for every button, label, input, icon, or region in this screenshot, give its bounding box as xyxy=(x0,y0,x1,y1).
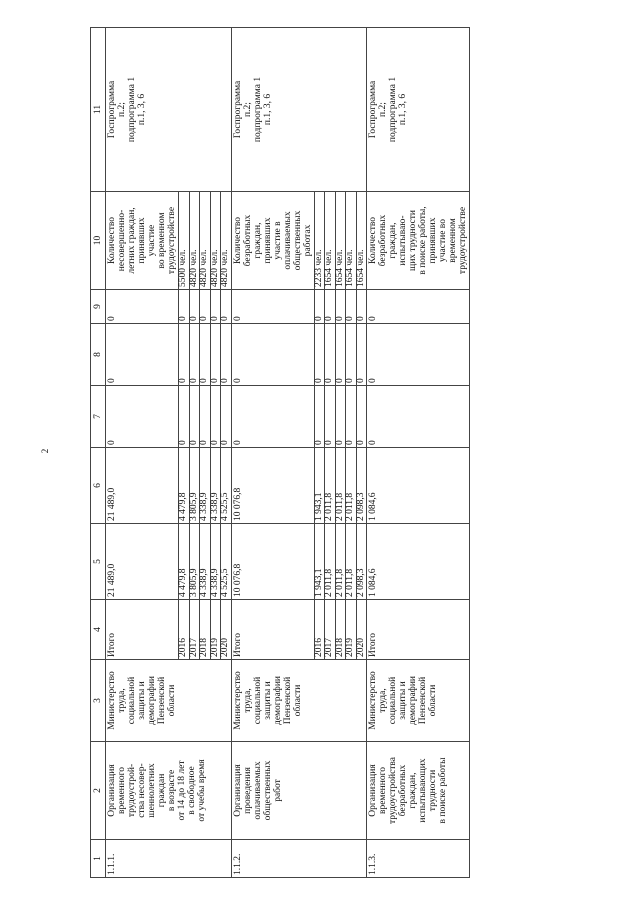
total-c7: 0 xyxy=(367,386,470,448)
year-value-c9: 0 xyxy=(210,290,221,323)
row-number: 1.1.2. xyxy=(231,840,367,878)
year-value-c8: 0 xyxy=(346,324,357,385)
year-value-c7: 0 xyxy=(325,386,336,447)
year-value-c8: 0 xyxy=(200,324,211,385)
year-value-c6: 2 011,8 xyxy=(346,448,357,523)
year-column-c6 xyxy=(314,448,367,524)
table-row xyxy=(367,28,470,878)
table-row xyxy=(231,28,314,878)
total-regional: 10 076,8 xyxy=(231,448,314,524)
year-value-c8: 0 xyxy=(335,324,346,385)
year-column-ind xyxy=(179,192,232,290)
year-value-ind: 1654 чел. xyxy=(346,192,357,289)
year-value-ind: 4820 чел. xyxy=(221,192,231,289)
program-ref: Госпрограмма п.2; подпрограмма 1 п.1, 3, 6 xyxy=(231,28,367,192)
total-regional: 1 084,6 xyxy=(367,448,470,524)
year-value-ind: 4820 чел. xyxy=(200,192,211,289)
total-regional: 21 489,0 xyxy=(106,448,179,524)
total-label: Итого xyxy=(106,600,179,660)
year-column-year xyxy=(179,600,232,660)
year-value-year: 2019 xyxy=(210,600,221,659)
column-header-11: 11 xyxy=(91,28,106,192)
row-number: 1.1.3. xyxy=(367,840,470,878)
year-value-c7: 0 xyxy=(335,386,346,447)
year-value-c7: 0 xyxy=(210,386,221,447)
year-value-year: 2020 xyxy=(221,600,231,659)
total-c8: 0 xyxy=(231,324,314,386)
year-value-c9: 0 xyxy=(325,290,336,323)
executor: Министерство труда, социальной защиты и демографии Пензенской области xyxy=(231,660,367,742)
total-c9: 0 xyxy=(367,290,470,324)
year-value-c8: 0 xyxy=(325,324,336,385)
year-column-c9 xyxy=(314,290,367,324)
measure-name: Организация проведения оплачиваемых общественных работ xyxy=(231,742,367,840)
year-value-year: 2017 xyxy=(189,600,200,659)
total-c8: 0 xyxy=(106,324,179,386)
year-value-c7: 0 xyxy=(356,386,366,447)
page-number: 2 xyxy=(40,448,50,454)
column-header-1: 1 xyxy=(91,840,106,878)
total-label: Итого xyxy=(367,600,470,660)
year-value-c5: 2 098,3 xyxy=(356,524,366,599)
year-value-c7: 0 xyxy=(221,386,231,447)
year-value-year: 2017 xyxy=(325,600,336,659)
rotated-table-sheet xyxy=(90,28,590,878)
year-value-c7: 0 xyxy=(189,386,200,447)
year-value-year: 2018 xyxy=(335,600,346,659)
year-column-c5 xyxy=(314,524,367,600)
column-header-4: 4 xyxy=(91,600,106,660)
column-header-8: 8 xyxy=(91,324,106,386)
year-value-c7: 0 xyxy=(346,386,357,447)
total-funding: 1 084,6 xyxy=(367,524,470,600)
table-row xyxy=(106,28,179,878)
indicator-name: Количество безработных граждан, испытываю- щих трудности в поиске работы, принявших участие во временном трудоустройстве xyxy=(367,192,470,290)
year-value-c8: 0 xyxy=(356,324,366,385)
program-ref: Госпрограмма п.2; подпрограмма 1 п.1, 3, 6 xyxy=(106,28,232,192)
row-number: 1.1.1. xyxy=(106,840,232,878)
year-value-ind: 4820 чел. xyxy=(210,192,221,289)
year-value-c6: 4 338,9 xyxy=(200,448,211,523)
total-c9: 0 xyxy=(231,290,314,324)
year-column-c6 xyxy=(179,448,232,524)
measure-name: Организация временного трудоустрой- ства несовер- шеннолетних граждан в возрасте от 14 до 18 лет в свободное от учебы время xyxy=(106,742,232,840)
total-c9: 0 xyxy=(106,290,179,324)
year-value-c8: 0 xyxy=(189,324,200,385)
indicator-name: Количество несовершенно- летних граждан, принявших участие во временном трудоустройстве xyxy=(106,192,179,290)
column-header-10: 10 xyxy=(91,192,106,290)
year-value-c6: 4 338,9 xyxy=(210,448,221,523)
year-column-c8 xyxy=(314,324,367,386)
year-value-ind: 5500 чел. xyxy=(178,249,188,287)
year-value-c9: 0 xyxy=(178,316,188,321)
year-value-year: 2019 xyxy=(346,600,357,659)
year-value-ind: 1654 чел. xyxy=(325,192,336,289)
year-value-c5: 4 525,5 xyxy=(221,524,231,599)
program-table xyxy=(90,27,470,878)
year-value-ind: 1654 чел. xyxy=(356,192,366,289)
column-header-2: 2 xyxy=(91,742,106,840)
year-value-c5: 1 943,1 xyxy=(313,568,324,597)
year-column-c5 xyxy=(179,524,232,600)
year-value-c9: 0 xyxy=(356,290,366,323)
indicator-name: Количество безработных граждан, принявших участие в оплачиваемых общественных работах xyxy=(231,192,314,290)
year-value-c6: 1 943,1 xyxy=(313,492,324,521)
column-header-3: 3 xyxy=(91,660,106,742)
year-value-c5: 2 011,8 xyxy=(325,524,336,599)
year-value-year: 2016 xyxy=(178,638,188,657)
year-value-c8: 0 xyxy=(210,324,221,385)
total-funding: 10 076,8 xyxy=(231,524,314,600)
total-c7: 0 xyxy=(231,386,314,448)
year-value-ind: 1654 чел. xyxy=(335,192,346,289)
year-value-c8: 0 xyxy=(178,378,188,383)
year-column-c7 xyxy=(314,386,367,448)
year-value-c5: 4 479,8 xyxy=(178,568,188,597)
year-value-c6: 2 011,8 xyxy=(325,448,336,523)
year-column-year xyxy=(314,600,367,660)
year-value-c5: 3 805,9 xyxy=(189,524,200,599)
year-column-c7 xyxy=(179,386,232,448)
year-value-ind: 2233 чел. xyxy=(313,249,324,287)
year-value-c9: 0 xyxy=(335,290,346,323)
year-value-c7: 0 xyxy=(200,386,211,447)
year-value-c9: 0 xyxy=(189,290,200,323)
year-value-c7: 0 xyxy=(178,440,188,445)
total-c8: 0 xyxy=(367,324,470,386)
header-row xyxy=(91,28,106,878)
total-c7: 0 xyxy=(106,386,179,448)
year-value-c5: 4 338,9 xyxy=(200,524,211,599)
year-value-year: 2020 xyxy=(356,600,366,659)
total-funding: 21 489,0 xyxy=(106,524,179,600)
column-header-5: 5 xyxy=(91,524,106,600)
year-value-c9: 0 xyxy=(221,290,231,323)
executor: Министерство труда, социальной защиты и демографии Пензенской области xyxy=(367,660,470,742)
year-value-c9: 0 xyxy=(313,316,324,321)
year-value-c8: 0 xyxy=(313,378,324,383)
year-value-year: 2018 xyxy=(200,600,211,659)
program-ref: Госпрограмма п.2; подпрограмма 1 п.1, 3, 6 xyxy=(367,28,470,192)
year-value-c6: 4 479,8 xyxy=(178,492,188,521)
year-value-c9: 0 xyxy=(346,290,357,323)
year-value-c6: 4 525,5 xyxy=(221,448,231,523)
total-label: Итого xyxy=(231,600,314,660)
year-column-c9 xyxy=(179,290,232,324)
year-value-c6: 2 011,8 xyxy=(335,448,346,523)
column-header-6: 6 xyxy=(91,448,106,524)
year-value-c5: 2 011,8 xyxy=(335,524,346,599)
column-header-7: 7 xyxy=(91,386,106,448)
year-value-year: 2016 xyxy=(313,638,324,657)
year-column-ind xyxy=(314,192,367,290)
executor: Министерство труда, социальной защиты и демографии Пензенской области xyxy=(106,660,232,742)
year-value-c6: 3 805,9 xyxy=(189,448,200,523)
year-value-ind: 4820 чел. xyxy=(189,192,200,289)
year-value-c8: 0 xyxy=(221,324,231,385)
year-value-c6: 2 098,3 xyxy=(356,448,366,523)
year-value-c7: 0 xyxy=(313,440,324,445)
year-column-c8 xyxy=(179,324,232,386)
column-header-9: 9 xyxy=(91,290,106,324)
year-value-c9: 0 xyxy=(200,290,211,323)
measure-name: Организация временного трудоустройства безработных граждан, испытывающих трудности в поиске работы xyxy=(367,742,470,840)
year-value-c5: 4 338,9 xyxy=(210,524,221,599)
year-value-c5: 2 011,8 xyxy=(346,524,357,599)
